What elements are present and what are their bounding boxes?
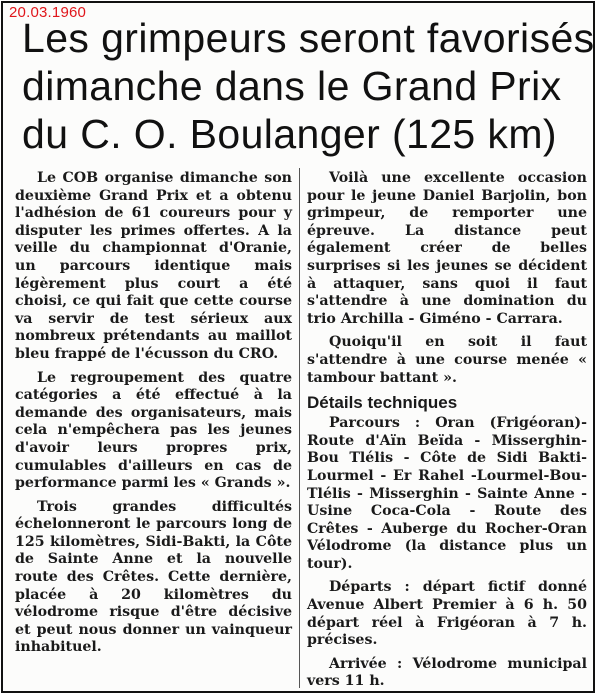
column-divider (299, 168, 300, 688)
paragraph-difficultes: Trois grandes difficultés échelonneront le parcours long de 125 kilomètres, Sidi-Bakti, la Côte de Sainte Anne et la nouvelle route des Crêtes. Cette dernière, placée à 20 kilomètres du vélodrome risque d'être décisive et peut nous donner un vainqueur inhabituel. (15, 498, 292, 656)
headline-line-1: Les grimpeurs seront favorisés (22, 15, 595, 61)
paragraph-course: Quoiqu'il en soit il faut s'attendre à une course menée « tambour battant ». (307, 334, 587, 386)
date-stamp: 20.03.1960 (9, 4, 87, 21)
paragraph-parcours: Parcours : Oran (Frigéoran)-Route d'Aïn Beïda - Misserghin-Bou Tlélis - Côte de Sidi Bakti-Lourmel - Er Rahel -Lourmel-Bou-Tlélis - Misserghin - Sainte Anne - Usine Coca-Cola - Route des Crêtes - Auberge du Rocher-Oran Vélodrome (la distance plus un tour). (307, 415, 587, 572)
paragraph-arrivee: Arrivée : Vélodrome municipal vers 11 h. (307, 655, 587, 690)
paragraph-regroupement: Le regroupement des quatre catégories a été effectué à la demande des organisateurs, mais cela n'empêchera pas les jeunes d'avoir leurs propres prix, cumulables d'ailleurs en cas de performance parmi les « Grands ». (15, 369, 292, 492)
headline-line-2: dimanche dans le Grand Prix (22, 63, 562, 109)
paragraph-intro: Le COB organise dimanche son deuxième Grand Prix et a obtenu l'adhésion de 61 coureurs pour y disputer les primes offertes. A la veille du championnat d'Oranie, un parcours identique mais légèrement plus court a été choisi, ce qui fait que cette course va servir de test sérieux aux nombreux prétendants au maillot bleu frappé de l'écusson du CRO. (15, 170, 292, 362)
headline-line-3: du C. O. Boulanger (125 km) (22, 111, 557, 157)
right-column (307, 170, 587, 691)
details-heading: Détails techniques (307, 393, 458, 413)
paragraph-barjolin: Voilà une excellente occasion pour le jeune Daniel Barjolin, bon grimpeur, de remporter une épreuve. La distance peut également créer de belles surprises si les jeunes se décident à attaquer, sans quoi il faut s'attendre à une domination du trio Archilla - Giméno - Carrara. (307, 170, 587, 327)
paragraph-departs: Départs : départ fictif donné Avenue Albert Premier à 6 h. 50 départ réel à Frigéoran à 7 h. précises. (307, 579, 587, 649)
article-headline (22, 14, 595, 158)
left-column (15, 170, 292, 657)
